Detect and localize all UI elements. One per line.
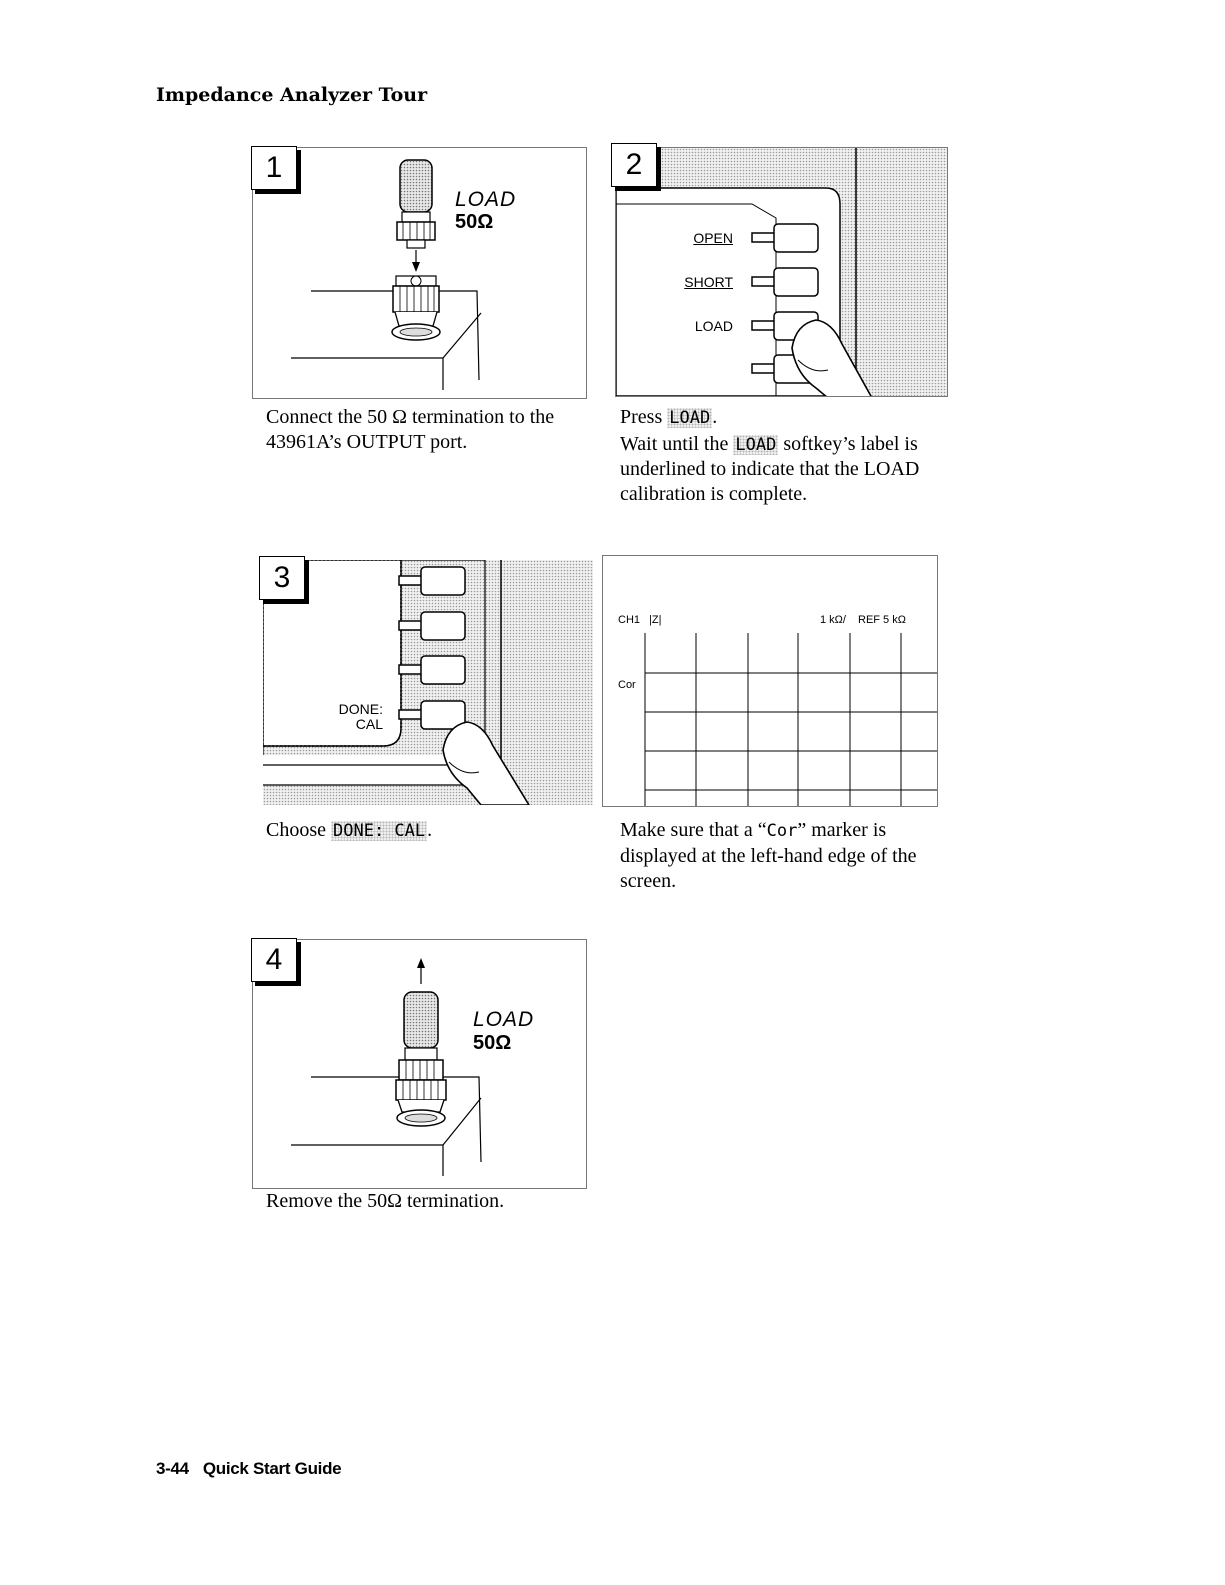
softkey-label-load: LOAD — [694, 318, 733, 334]
step-number: 4 — [251, 938, 297, 982]
load-termination-remove-drawing — [253, 940, 586, 1188]
caption-text: ” marker is displayed at the left-hand edge of the screen. — [620, 819, 917, 892]
page-number: 3-44 — [156, 1459, 189, 1478]
screen-scale: 1 kΩ/ — [820, 614, 846, 626]
screen-channel: CH1 — [618, 614, 641, 626]
step-1-caption: Connect the 50 Ω termination to the 43961A’s OUTPUT port. — [266, 406, 555, 453]
load-value: 50Ω — [455, 211, 494, 233]
softkey-label-short: SHORT — [684, 274, 733, 290]
step-3-caption — [266, 818, 586, 843]
load-softkey-ref: LOAD — [669, 408, 711, 428]
section-title: Impedance Analyzer Tour — [156, 84, 428, 106]
screen-parameter: |Z| — [649, 614, 662, 626]
caption-text: . — [427, 819, 433, 841]
step-2-caption — [620, 405, 945, 509]
step-1-illustration — [252, 147, 587, 399]
load-label: LOAD — [473, 1008, 535, 1031]
done-cal-softkey-ref: DONE: CAL — [333, 821, 426, 841]
cor-marker-ref: Cor — [766, 821, 798, 841]
step-4-illustration — [252, 939, 587, 1189]
step-number: 1 — [251, 146, 297, 190]
footer-title: Quick Start Guide — [202, 1459, 342, 1478]
step-4-caption: Remove the 50Ω termination. — [266, 1190, 505, 1212]
softkey-label-done: DONE: — [338, 701, 383, 717]
caption-text: Press — [620, 406, 663, 428]
screen-grid — [603, 556, 937, 806]
screen-caption — [620, 818, 945, 894]
analyzer-screen-illustration — [602, 555, 938, 807]
softkey-press-drawing — [616, 148, 947, 396]
step-3-illustration — [263, 560, 593, 805]
caption-text: softkey’s label is underlined to indicate that the LOAD calibration is complete. — [620, 433, 920, 505]
load-termination-connect-drawing — [253, 148, 586, 398]
load-softkey-ref: LOAD — [735, 435, 777, 455]
caption-text: Wait until the — [620, 433, 729, 455]
softkey-label-cal: CAL — [355, 716, 383, 732]
load-label: LOAD — [455, 188, 517, 211]
caption-text: Choose — [266, 819, 326, 841]
cor-marker: Cor — [618, 679, 636, 691]
step-number: 3 — [259, 556, 305, 600]
caption-text: . — [712, 406, 718, 428]
softkey-label-open: OPEN — [693, 230, 733, 246]
step-2-illustration — [615, 147, 948, 397]
done-cal-press-drawing — [263, 560, 593, 805]
caption-text: Make sure that a “ — [620, 819, 767, 841]
page-footer — [156, 1459, 355, 1479]
step-number: 2 — [611, 143, 657, 187]
screen-reference: REF 5 kΩ — [858, 614, 906, 626]
load-value: 50Ω — [473, 1032, 512, 1054]
